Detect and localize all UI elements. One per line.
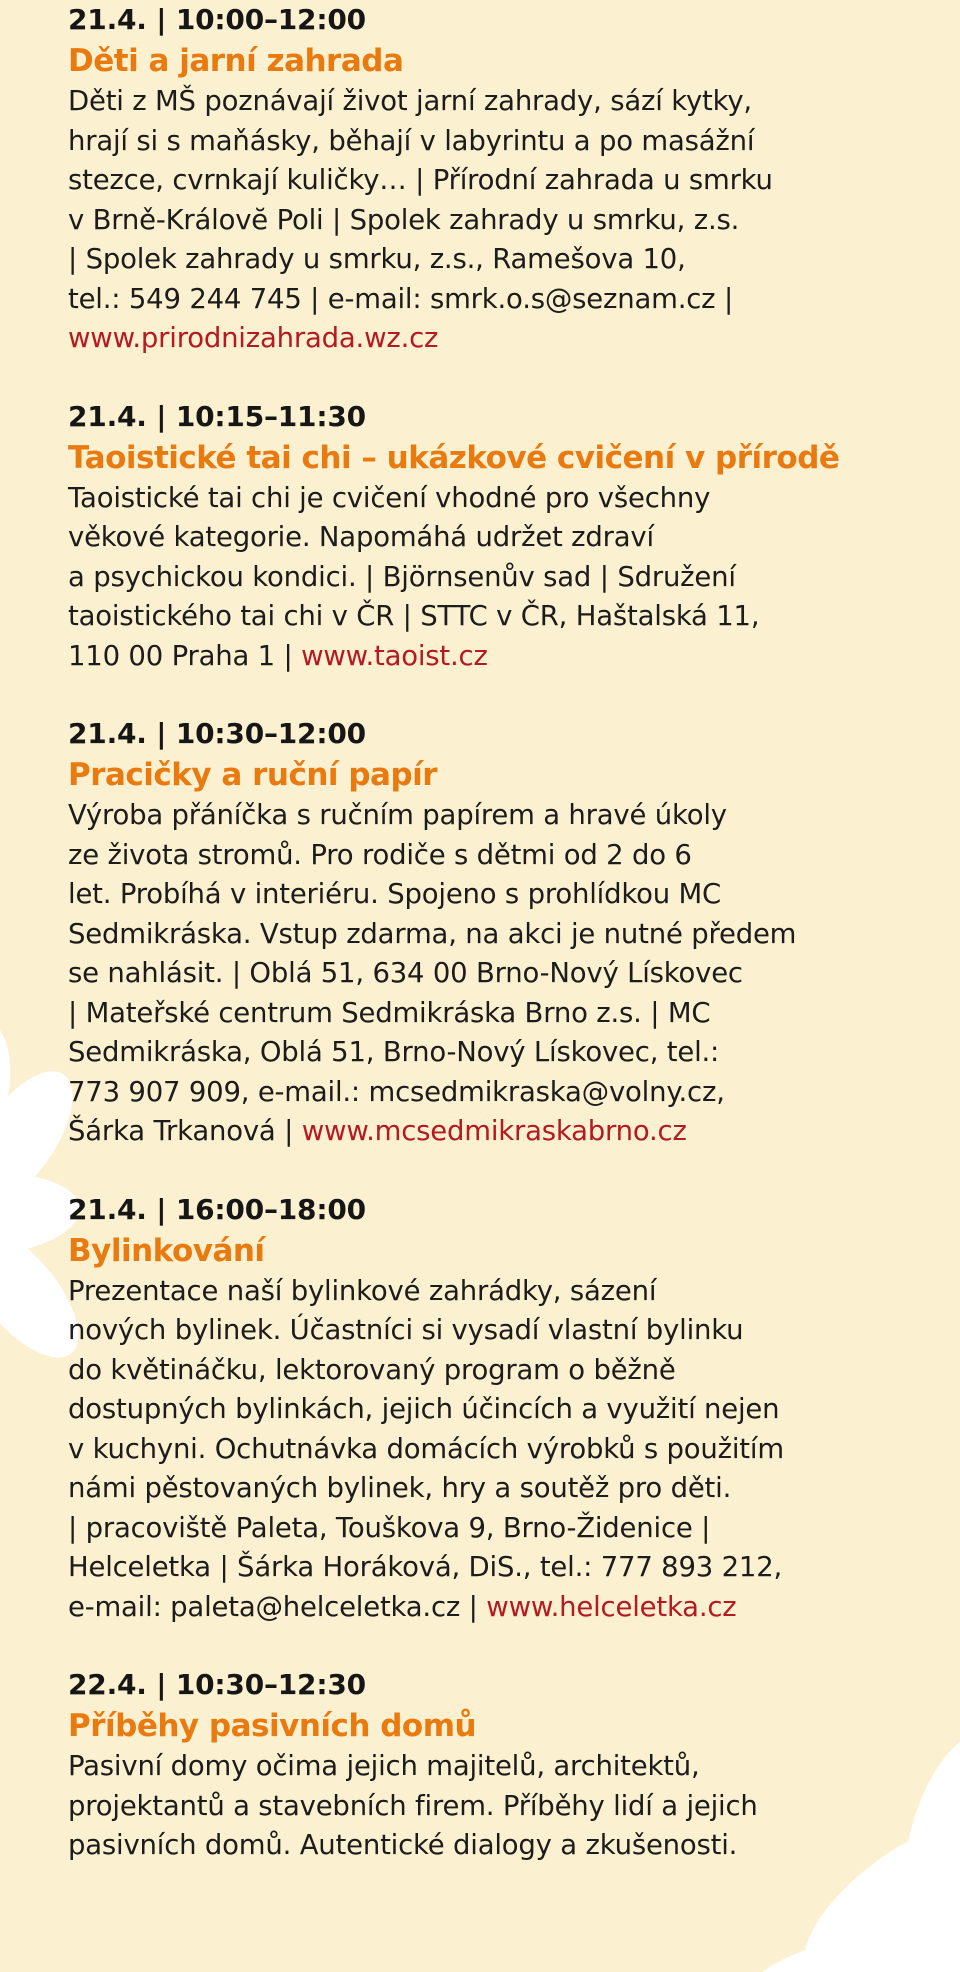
description-line: | Mateřské centrum Sedmikráska Brno z.s. | MC <box>68 996 711 1029</box>
description-line: Děti z MŠ poznávají život jarní zahrady, sází kytky, <box>68 85 752 117</box>
url-line <box>68 1588 948 1628</box>
description-line: námi pěstovaných bylinek, hry a soutěž pro děti. <box>68 1472 732 1504</box>
event-title: Děti a jarní zahrada <box>68 43 404 79</box>
event-date: 21.4. | 10:15–11:30 <box>68 399 366 433</box>
event-description <box>68 796 948 1152</box>
event-description <box>68 1747 948 1866</box>
description-line: tel.: 549 244 745 | e-mail: smrk.o.s@seznam.cz | <box>68 282 734 315</box>
description-line: pasivních domů. Autentické dialogy a zkušenosti. <box>68 1829 738 1861</box>
event-description <box>68 479 948 677</box>
event-item <box>68 1190 948 1628</box>
description-line: hrají si s maňásky, běhají v labyrintu a po masážní <box>68 124 755 157</box>
description-line: Výroba přáníčka s ručním papírem a hravé úkoly <box>68 799 727 831</box>
description-line: projektantů a stavebních firem. Příběhy lidí a jejich <box>68 1789 758 1822</box>
description-line: stezce, cvrnkají kuličky… | Přírodní zahrada u smrku <box>68 164 773 196</box>
event-item <box>68 0 948 359</box>
url-line <box>68 319 948 359</box>
event-date: 21.4. | 10:00–12:00 <box>68 3 366 36</box>
description-line: | Spolek zahrady u smrku, z.s., Ramešova 10, <box>68 243 686 275</box>
description-line: v Brně-Královĕ Poli | Spolek zahrady u smrku, z.s. <box>68 203 740 236</box>
event-website-link[interactable]: www.helceletka.cz <box>486 1590 737 1623</box>
description-line: taoistického tai chi v ČR | STTC v ČR, Haštalská 11, <box>68 600 760 632</box>
url-prefix: Šárka Trkanová | <box>68 1115 302 1147</box>
event-date: 21.4. | 10:30–12:00 <box>68 717 366 750</box>
event-website-link[interactable]: www.mcsedmikraskabrno.cz <box>301 1115 687 1147</box>
event-item <box>68 397 948 677</box>
url-prefix: 110 00 Praha 1 | <box>68 639 302 672</box>
url-prefix: e-mail: paleta@helceletka.cz | <box>68 1590 487 1623</box>
description-line: Prezentace naší bylinkové zahrádky, sázení <box>68 1274 657 1307</box>
event-title: Bylinkování <box>68 1232 265 1269</box>
event-item <box>68 1665 948 1866</box>
description-line: a psychickou kondici. | Björnsenův sad | Sdružení <box>68 560 736 593</box>
event-date: 21.4. | 16:00–18:00 <box>68 1192 366 1226</box>
events-list <box>68 0 948 1866</box>
event-title: Pracičky a ruční papír <box>68 757 438 793</box>
description-line: Sedmikráska. Vstup zdarma, na akci je nutné předem <box>68 917 797 950</box>
url-line <box>68 1112 948 1152</box>
event-website-link[interactable]: www.taoist.cz <box>301 639 488 672</box>
description-line: věkové kategorie. Napomáhá udržet zdraví <box>68 521 654 553</box>
description-line: Pasivní domy očima jejich majitelů, architektů, <box>68 1750 700 1782</box>
event-title: Příběhy pasivních domů <box>68 1708 477 1744</box>
description-line: ze života stromů. Pro rodiče s dětmi od 2 do 6 <box>68 838 692 871</box>
description-line: let. Probíhá v interiéru. Spojeno s prohlídkou MC <box>68 878 722 910</box>
description-line: nových bylinek. Účastníci si vysadí vlastní bylinku <box>68 1314 744 1346</box>
event-website-link[interactable]: www.prirodnizahrada.wz.cz <box>68 322 439 354</box>
event-description <box>68 82 948 359</box>
event-date: 22.4. | 10:30–12:30 <box>68 1668 366 1701</box>
description-line: 773 907 909, e-mail.: mcsedmikraska@volny.cz, <box>68 1075 725 1108</box>
description-line: dostupných bylinkách, jejich účincích a využití nejen <box>68 1393 780 1425</box>
description-line: | pracoviště Paleta, Touškova 9, Brno-Židenice | <box>68 1511 711 1544</box>
description-line: Helceletka | Šárka Horáková, DiS., tel.: 777 893 212, <box>68 1551 783 1583</box>
description-line: se nahlásit. | Oblá 51, 634 00 Brno-Nový Lískovec <box>68 957 743 989</box>
event-description <box>68 1272 948 1628</box>
event-item <box>68 714 948 1152</box>
description-line: do květináčku, lektorovaný program o běžně <box>68 1353 676 1386</box>
event-title: Taoistické tai chi – ukázkové cvičení v přírodě <box>68 439 840 476</box>
url-line <box>68 637 948 677</box>
description-line: Taoistické tai chi je cvičení vhodné pro všechny <box>68 481 711 514</box>
description-line: Sedmikráska, Oblá 51, Brno-Nový Lískovec, tel.: <box>68 1036 720 1068</box>
description-line: v kuchyni. Ochutnávka domácích výrobků s použitím <box>68 1432 784 1465</box>
